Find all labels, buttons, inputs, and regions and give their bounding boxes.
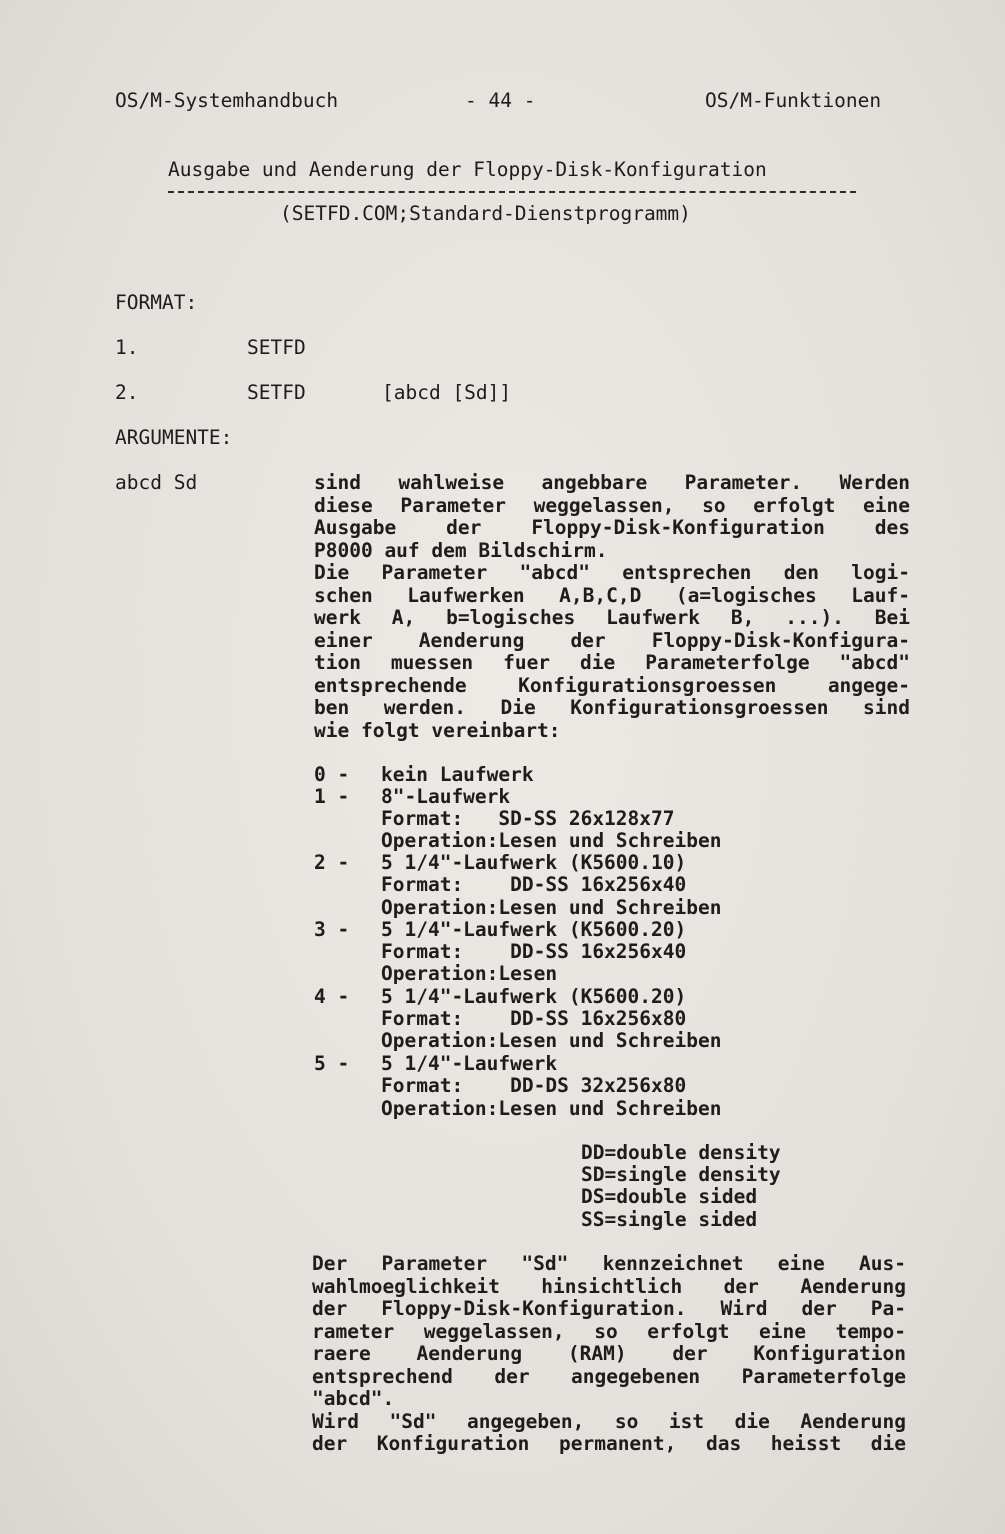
- text-line: raere Aenderung (RAM) der Konfiguration: [312, 1342, 906, 1365]
- text-line: Die Parameter "abcd" entsprechen den logi-: [314, 561, 910, 584]
- legend-item: SS=single sided: [581, 1208, 758, 1231]
- text-line: sind wahlweise angebbare Parameter. Werden: [314, 471, 910, 494]
- format-item-1-cmd: SETFD: [247, 336, 306, 359]
- text-line: einer Aenderung der Floppy-Disk-Konfigura-: [314, 628, 910, 652]
- drive-line: 5 1/4"-Laufwerk (K5600.20): [381, 985, 687, 1008]
- text-line: P8000 auf dem Bildschirm.: [314, 538, 608, 562]
- legend-item: DS=double sided: [581, 1185, 758, 1208]
- format-item-2-args: [abcd [Sd]]: [382, 381, 512, 404]
- text-line: der Floppy-Disk-Konfiguration. Wird der Pa-: [312, 1297, 906, 1320]
- arguments-label: ARGUMENTE:: [115, 426, 233, 449]
- drive-line: Format: DD-SS 16x256x80: [381, 1007, 687, 1030]
- drive-line: Operation:Lesen und Schreiben: [381, 1029, 722, 1052]
- format-label: FORMAT:: [115, 291, 198, 314]
- text-line: der Konfiguration permanent, das heisst die: [312, 1432, 906, 1455]
- drive-line: Operation:Lesen und Schreiben: [381, 896, 722, 919]
- drive-line: 5 1/4"-Laufwerk (K5600.20): [381, 918, 687, 941]
- page-number: - 44 -: [465, 89, 536, 112]
- text-line: Der Parameter "Sd" kennzeichnet eine Aus-: [312, 1252, 906, 1275]
- text-line: Wird "Sd" angegeben, so ist die Aenderung: [312, 1409, 906, 1433]
- text-line: ben werden. Die Konfigurationsgroessen sind: [314, 696, 910, 719]
- text-line: wie folgt vereinbart:: [314, 718, 561, 742]
- sd-description: [312, 1253, 906, 1456]
- argument-term: abcd Sd: [115, 471, 198, 494]
- drive-code: 1 -: [314, 785, 350, 808]
- text-line: entsprechende Konfigurationsgroessen angege-: [314, 673, 910, 697]
- text-line: "abcd".: [312, 1387, 395, 1410]
- title-underline: [168, 191, 856, 193]
- drive-code: 4 -: [314, 985, 350, 1008]
- drive-line: Format: DD-DS 32x256x80: [381, 1074, 687, 1097]
- text-line: rameter weggelassen, so erfolgt eine tempo-: [312, 1319, 906, 1343]
- drive-line: Format: DD-SS 16x256x40: [381, 873, 687, 896]
- argument-description: [314, 472, 910, 742]
- drive-code: 0 -: [314, 763, 350, 786]
- drive-line: 5 1/4"-Laufwerk (K5600.10): [381, 851, 687, 874]
- text-line: entsprechend der angegebenen Parameterfolge: [312, 1364, 906, 1388]
- drive-line: 5 1/4"-Laufwerk: [381, 1052, 558, 1075]
- text-line: schen Laufwerken A,B,C,D (a=logisches Lauf-: [314, 583, 910, 607]
- text-line: diese Parameter weggelassen, so erfolgt eine: [314, 493, 910, 517]
- drive-line: Operation:Lesen: [381, 962, 558, 985]
- text-line: Ausgabe der Floppy-Disk-Konfiguration des: [314, 516, 910, 539]
- text-line: wahlmoeglichkeit hinsichtlich der Aenderung: [312, 1274, 906, 1298]
- drive-line: Operation:Lesen und Schreiben: [381, 829, 722, 852]
- format-item-1-num: 1.: [115, 336, 139, 359]
- format-item-2-cmd: SETFD: [247, 381, 306, 404]
- drive-line: Format: SD-SS 26x128x77: [381, 807, 675, 830]
- drive-code: 2 -: [314, 851, 350, 874]
- drive-line: Format: DD-SS 16x256x40: [381, 940, 687, 963]
- legend-item: DD=double density: [581, 1141, 781, 1164]
- section-title: Ausgabe und Aenderung der Floppy-Disk-Konfiguration: [168, 158, 767, 181]
- text-line: tion muessen fuer die Parameterfolge "abcd": [314, 651, 910, 674]
- header-right: OS/M-Funktionen: [705, 89, 882, 112]
- drive-line: 8"-Laufwerk: [381, 785, 511, 808]
- drive-code: 3 -: [314, 918, 350, 941]
- drive-line: kein Laufwerk: [381, 763, 534, 786]
- section-subtitle: (SETFD.COM;Standard-Dienstprogramm): [280, 202, 691, 225]
- legend-item: SD=single density: [581, 1163, 781, 1186]
- drive-line: Operation:Lesen und Schreiben: [381, 1097, 722, 1120]
- format-item-2-num: 2.: [115, 381, 139, 404]
- text-line: werk A, b=logisches Laufwerk B, ...). Bei: [314, 606, 910, 629]
- drive-code: 5 -: [314, 1052, 350, 1075]
- header-left: OS/M-Systemhandbuch: [115, 89, 339, 112]
